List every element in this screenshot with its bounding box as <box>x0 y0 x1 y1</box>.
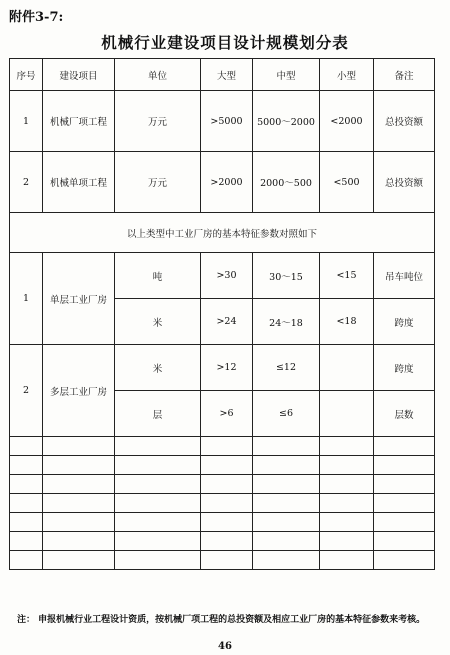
empty-row <box>10 456 435 475</box>
table-row <box>10 152 435 213</box>
small-cell: <18 <box>320 299 374 345</box>
page-number: 46 <box>218 641 232 652</box>
large-cell: >24 <box>201 299 253 345</box>
seq-cell: 1 <box>10 253 43 345</box>
unit-cell: 米 <box>115 299 201 345</box>
large-cell: >30 <box>201 253 253 299</box>
table-row <box>10 91 435 152</box>
remark-cell: 跨度 <box>374 345 435 391</box>
medium-cell: 24～18 <box>253 299 320 345</box>
header-row <box>10 59 435 91</box>
large-cell: >6 <box>201 391 253 437</box>
section-row <box>10 213 435 253</box>
seq-cell: 2 <box>10 345 43 437</box>
large-cell: >12 <box>201 345 253 391</box>
project-cell: 多层工业厂房 <box>43 345 115 437</box>
unit-cell: 层 <box>115 391 201 437</box>
empty-row <box>10 513 435 532</box>
attachment-label: 附件3-7: <box>9 10 64 25</box>
header-project: 建设项目 <box>43 59 115 91</box>
project-cell: 单层工业厂房 <box>43 253 115 345</box>
empty-row <box>10 551 435 570</box>
remark-cell: 总投资额 <box>374 91 435 152</box>
unit-cell: 吨 <box>115 253 201 299</box>
table-row <box>10 253 435 299</box>
seq-cell: 2 <box>10 152 43 213</box>
medium-cell: 30～15 <box>253 253 320 299</box>
project-cell: 机械单项工程 <box>43 152 115 213</box>
footnote: 注： 申报机械行业工程设计资质，按机械厂项工程的总投资额及相应工业厂房的基本特征参数来考核。 <box>17 615 426 625</box>
section-label: 以上类型中工业厂房的基本特征参数对照如下 <box>10 213 435 253</box>
empty-row <box>10 475 435 494</box>
header-seq: 序号 <box>10 59 43 91</box>
medium-cell: ≤6 <box>253 391 320 437</box>
small-cell: <2000 <box>320 91 374 152</box>
small-cell: <500 <box>320 152 374 213</box>
project-cell: 机械厂项工程 <box>43 91 115 152</box>
header-large: 大型 <box>201 59 253 91</box>
scale-table <box>9 58 435 570</box>
medium-cell: ≤12 <box>253 345 320 391</box>
unit-cell: 万元 <box>115 91 201 152</box>
unit-cell: 万元 <box>115 152 201 213</box>
header-unit: 单位 <box>115 59 201 91</box>
medium-cell: 5000～2000 <box>253 91 320 152</box>
seq-cell: 1 <box>10 91 43 152</box>
large-cell: >5000 <box>201 91 253 152</box>
medium-cell: 2000～500 <box>253 152 320 213</box>
large-cell: >2000 <box>201 152 253 213</box>
remark-cell: 跨度 <box>374 299 435 345</box>
table-row <box>10 345 435 391</box>
header-small: 小型 <box>320 59 374 91</box>
remark-cell: 总投资额 <box>374 152 435 213</box>
small-cell: <15 <box>320 253 374 299</box>
empty-row <box>10 532 435 551</box>
header-medium: 中型 <box>253 59 320 91</box>
header-remark: 备注 <box>374 59 435 91</box>
small-cell <box>320 345 374 391</box>
unit-cell: 米 <box>115 345 201 391</box>
remark-cell: 层数 <box>374 391 435 437</box>
empty-row <box>10 494 435 513</box>
empty-row <box>10 437 435 456</box>
remark-cell: 吊车吨位 <box>374 253 435 299</box>
small-cell <box>320 391 374 437</box>
page-title: 机械行业建设项目设计规模划分表 <box>101 33 349 52</box>
